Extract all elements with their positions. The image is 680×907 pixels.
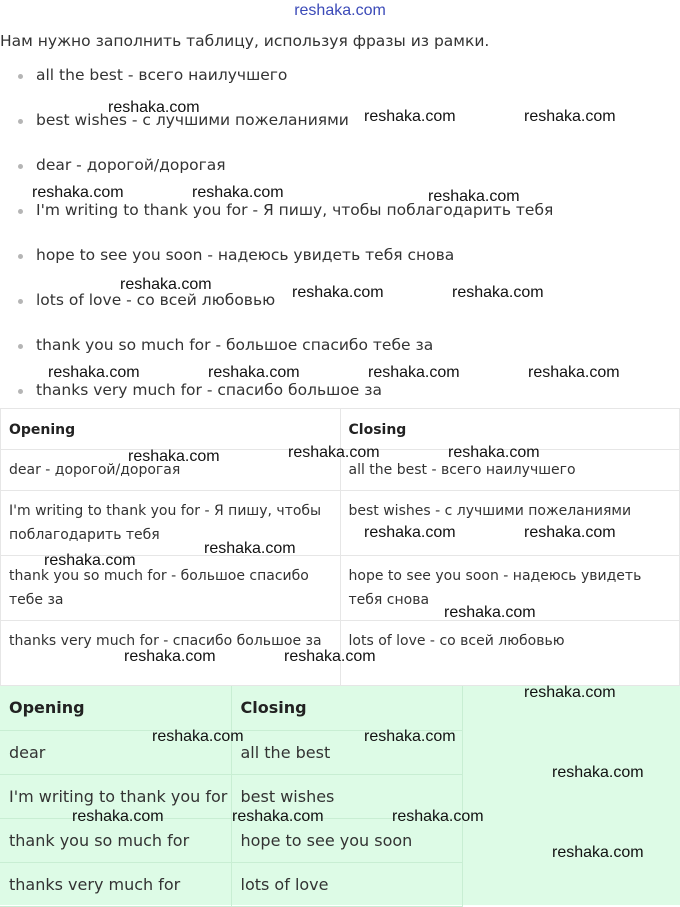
watermark: reshaka.com — [524, 524, 616, 541]
table-row — [0, 774, 463, 818]
bullet-icon — [18, 74, 23, 79]
translated-table — [0, 408, 680, 686]
table-row — [0, 730, 463, 774]
table-row — [1, 556, 680, 621]
table-cell: best wishes — [231, 774, 463, 818]
watermark: reshaka.com — [392, 808, 484, 825]
bullet-icon — [18, 344, 23, 349]
list-item-text: best wishes - с лучшими пожеланиями — [36, 111, 349, 129]
table-cell: lots of love — [231, 862, 463, 906]
table-row — [1, 491, 680, 556]
watermark: reshaka.com — [448, 444, 540, 461]
answer-table — [0, 686, 463, 907]
table-cell: dear — [0, 730, 231, 774]
watermark: reshaka.com — [552, 764, 644, 781]
bullet-icon — [18, 209, 23, 214]
table-row — [0, 862, 463, 906]
watermark: reshaka.com — [204, 540, 296, 557]
bullet-icon — [18, 254, 23, 259]
table-row — [1, 621, 680, 686]
table-cell: thanks very much for — [0, 862, 231, 906]
watermark: reshaka.com — [208, 364, 300, 381]
watermark: reshaka.com — [368, 364, 460, 381]
table-cell: thank you so much for — [0, 818, 231, 862]
answer-header-closing: Closing — [231, 686, 463, 730]
table-row — [1, 450, 680, 491]
list-item — [18, 111, 349, 129]
list-item-text: hope to see you soon - надеюсь увидеть тебя снова — [36, 246, 455, 264]
watermark: reshaka.com — [124, 648, 216, 665]
watermark: reshaka.com — [120, 276, 212, 293]
table-cell: lots of love - со всей любовью — [340, 621, 680, 686]
watermark: reshaka.com — [428, 188, 520, 205]
watermark: reshaka.com — [128, 448, 220, 465]
site-header-link[interactable]: reshaka.com — [294, 2, 386, 19]
watermark: reshaka.com — [452, 284, 544, 301]
watermark: reshaka.com — [292, 284, 384, 301]
bullet-icon — [18, 164, 23, 169]
list-item-text: dear - дорогой/дорогая — [36, 156, 226, 174]
watermark: reshaka.com — [32, 184, 124, 201]
bullet-icon — [18, 389, 23, 394]
watermark: reshaka.com — [72, 808, 164, 825]
list-item — [18, 246, 454, 264]
table-header-closing: Closing — [340, 409, 680, 450]
table-cell: dear - дорогой/дорогая — [1, 450, 341, 491]
watermark: reshaka.com — [284, 648, 376, 665]
list-item — [18, 336, 433, 354]
watermark: reshaka.com — [364, 108, 456, 125]
table-cell: best wishes - с лучшими пожеланиями — [340, 491, 680, 556]
table-cell: I'm writing to thank you for — [0, 774, 231, 818]
list-item — [18, 156, 226, 174]
table-cell: hope to see you soon - надеюсь увидеть тебя снова — [340, 556, 680, 621]
list-item-text: all the best - всего наилучшего — [36, 66, 288, 84]
table-cell: all the best — [231, 730, 463, 774]
list-item — [18, 381, 382, 399]
watermark: reshaka.com — [152, 728, 244, 745]
watermark: reshaka.com — [288, 444, 380, 461]
watermark: reshaka.com — [364, 524, 456, 541]
watermark: reshaka.com — [44, 552, 136, 569]
table-cell: hope to see you soon — [231, 818, 463, 862]
watermark: reshaka.com — [192, 184, 284, 201]
table-cell: all the best - всего наилучшего — [340, 450, 680, 491]
bullet-icon — [18, 119, 23, 124]
table-row — [0, 818, 463, 862]
table-header-opening: Opening — [1, 409, 341, 450]
watermark: reshaka.com — [552, 844, 644, 861]
table-cell: thanks very much for - спасибо большое за — [1, 621, 341, 686]
watermark: reshaka.com — [364, 728, 456, 745]
watermark: reshaka.com — [48, 364, 140, 381]
table-cell: thank you so much for - большое спасибо тебе за — [1, 556, 341, 621]
intro-text: Нам нужно заполнить таблицу, используя фразы из рамки. — [0, 32, 490, 50]
list-item — [18, 66, 287, 84]
list-item-text: lots of love - со всей любовью — [36, 291, 276, 309]
list-item — [18, 291, 275, 309]
watermark: reshaka.com — [444, 604, 536, 621]
list-item-text: I'm writing to thank you for - Я пишу, чтобы поблагодарить тебя — [36, 201, 554, 219]
watermark: reshaka.com — [524, 684, 616, 701]
watermark: reshaka.com — [528, 364, 620, 381]
watermark: reshaka.com — [232, 808, 324, 825]
table-cell: I'm writing to thank you for - Я пишу, чтобы поблагодарить тебя — [1, 491, 341, 556]
list-item-text: thank you so much for - большое спасибо тебе за — [36, 336, 434, 354]
list-item-text: thanks very much for - спасибо большое за — [36, 381, 383, 399]
bullet-icon — [18, 299, 23, 304]
watermark: reshaka.com — [108, 99, 200, 116]
watermark: reshaka.com — [524, 108, 616, 125]
list-item — [18, 201, 553, 219]
answer-header-opening: Opening — [0, 686, 231, 730]
